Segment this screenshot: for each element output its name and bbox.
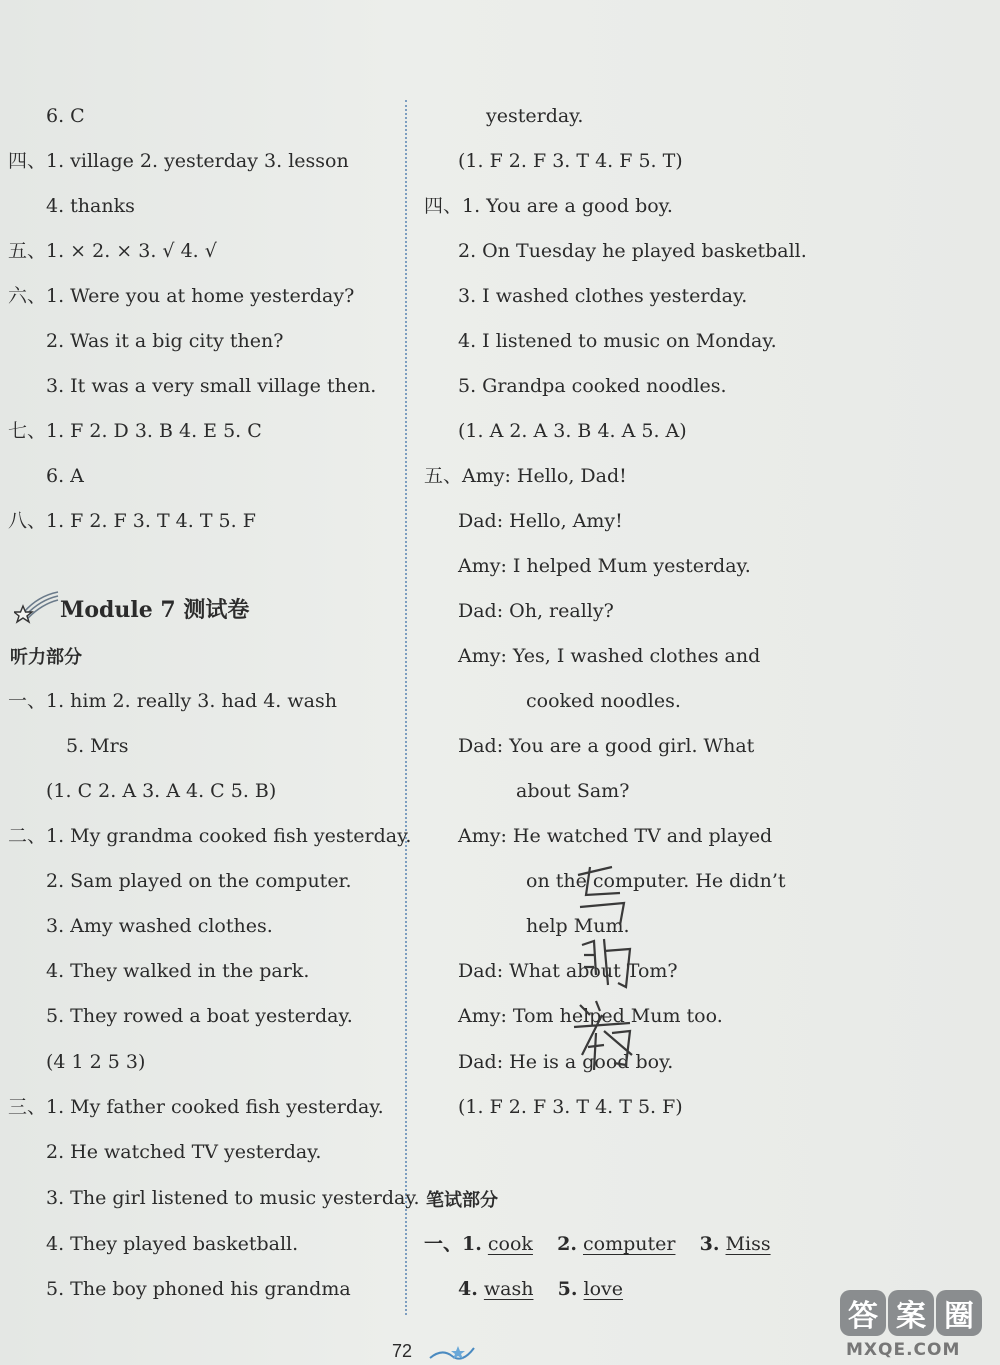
column-divider [405, 100, 407, 1315]
answer-line: Amy: He watched TV and played [458, 825, 773, 847]
footer-flourish-icon [428, 1342, 476, 1364]
answer-line: (4 1 2 5 3) [46, 1051, 146, 1073]
answer-line: 4. thanks [46, 195, 135, 217]
page-number: 72 [392, 1341, 413, 1361]
answer-word: love [583, 1278, 624, 1300]
answer-line: Dad: Hello, Amy! [458, 510, 623, 532]
answer-line: on the computer. He didn’t [526, 870, 786, 892]
listening-heading: 听力部分 [10, 647, 82, 668]
answer-line: yesterday. [486, 105, 584, 127]
answer-line: Dad: Oh, really? [458, 600, 614, 622]
watermark-char: 圈 [936, 1290, 982, 1336]
answer-line: 4. I listened to music on Monday. [458, 330, 777, 352]
question-number: 5. [557, 1278, 578, 1300]
answer-line: 二、1. My grandma cooked fish yesterday. [8, 825, 412, 847]
answer-line: 5. They rowed a boat yesterday. [46, 1005, 353, 1027]
shooting-star-icon [14, 590, 60, 626]
answer-line: 3. It was a very small village then. [46, 375, 377, 397]
answer-line: Amy: Yes, I washed clothes and [458, 645, 761, 667]
answer-word: computer [583, 1233, 676, 1255]
question-number: 2. [557, 1233, 577, 1255]
answer-line: 5. Grandpa cooked noodles. [458, 375, 727, 397]
answer-line: 五、1. × 2. × 3. √ 4. √ [8, 240, 217, 262]
answer-line: 3. Amy washed clothes. [46, 915, 273, 937]
answer-line: (1. F 2. F 3. T 4. T 5. F) [458, 1096, 683, 1118]
question-number: 一、1. [424, 1233, 482, 1255]
answer-line: Amy: I helped Mum yesterday. [458, 555, 751, 577]
answer-line: 3. I washed clothes yesterday. [458, 285, 748, 307]
answer-line: 七、1. F 2. D 3. B 4. E 5. C [8, 420, 262, 442]
answer-line: 6. C [46, 105, 85, 127]
answer-line: 六、1. Were you at home yesterday? [8, 285, 355, 307]
answer-word: Miss [725, 1233, 771, 1255]
answer-line: 4. They played basketball. [46, 1233, 299, 1255]
answer-line: 4. They walked in the park. [46, 960, 310, 982]
writing-heading: 笔试部分 [426, 1190, 498, 1211]
watermark-url: MXQE.COM [846, 1340, 961, 1360]
module-title [14, 590, 249, 626]
answer-line: 四、1. village 2. yesterday 3. lesson [8, 150, 349, 172]
question-number: 4. [458, 1278, 478, 1300]
question-number: 3. [699, 1233, 720, 1255]
answer-word: wash [483, 1278, 534, 1300]
writing-answer-row-1 [424, 1232, 771, 1256]
answer-line: 2. Sam played on the computer. [46, 870, 352, 892]
answer-word: cook [487, 1233, 533, 1255]
answer-line: 八、1. F 2. F 3. T 4. T 5. F [8, 510, 256, 532]
answer-line: about Sam? [516, 780, 630, 802]
answer-line: Amy: Tom helped Mum too. [458, 1005, 723, 1027]
answer-line: Dad: You are a good girl. What [458, 735, 755, 757]
answer-line: (1. A 2. A 3. B 4. A 5. A) [458, 420, 687, 442]
answer-line: cooked noodles. [526, 690, 681, 712]
answer-line: 3. The girl listened to music yesterday. [46, 1187, 420, 1209]
writing-answer-row-2 [458, 1277, 623, 1301]
answer-line: Dad: What about Tom? [458, 960, 678, 982]
answer-line: 三、1. My father cooked fish yesterday. [8, 1096, 384, 1118]
answer-line: (1. C 2. A 3. A 4. C 5. B) [46, 780, 277, 802]
watermark-char: 案 [888, 1290, 934, 1336]
watermark-badge [840, 1290, 990, 1338]
watermark-char: 答 [840, 1290, 886, 1336]
watermark [840, 1290, 990, 1362]
answer-line: 2. On Tuesday he played basketball. [458, 240, 807, 262]
answer-line: (1. F 2. F 3. T 4. F 5. T) [458, 150, 683, 172]
answer-line: 5. The boy phoned his grandma [46, 1278, 351, 1300]
answer-line: 5. Mrs [66, 735, 129, 757]
answer-line: 2. He watched TV yesterday. [46, 1141, 322, 1163]
answer-line: 五、Amy: Hello, Dad! [424, 465, 627, 487]
answer-line: help Mum. [526, 915, 630, 937]
answer-line: Dad: He is a good boy. [458, 1051, 674, 1073]
answer-line: 一、1. him 2. really 3. had 4. wash [8, 690, 337, 712]
handwriting-scribble [560, 855, 640, 1075]
module-title-text: Module 7 测试卷 [60, 596, 250, 623]
answer-line: 2. Was it a big city then? [46, 330, 284, 352]
answer-line: 6. A [46, 465, 84, 487]
answer-line: 四、1. You are a good boy. [424, 195, 673, 217]
